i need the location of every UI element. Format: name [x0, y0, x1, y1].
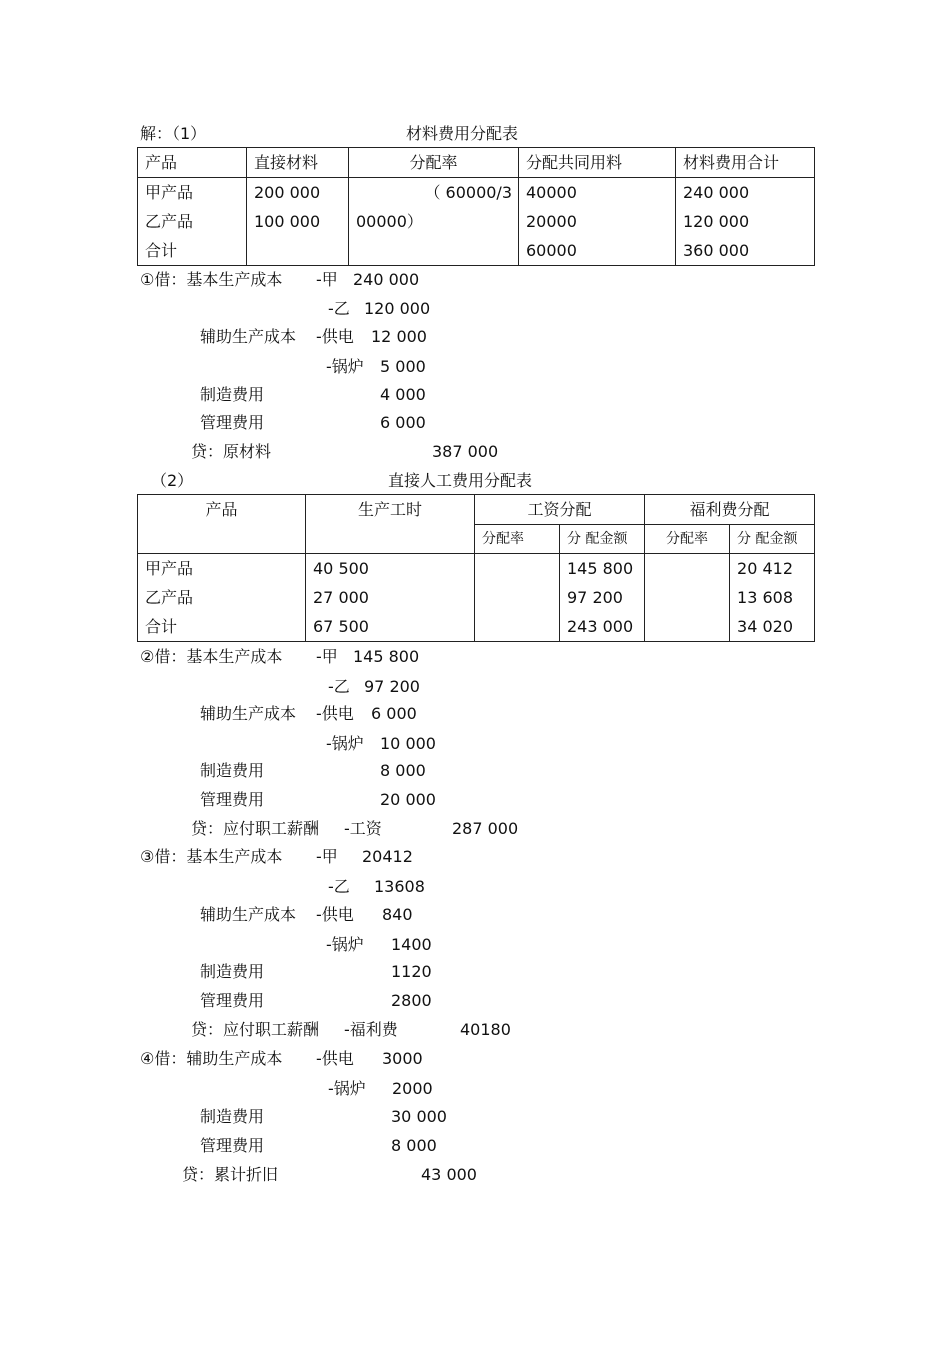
entry1-amount-3: 12 000 — [371, 327, 427, 346]
entry4-amount-3: 30 000 — [391, 1107, 447, 1126]
entry1-account-6: 管理费用 — [200, 413, 265, 432]
cell-value: 13 608 — [737, 588, 793, 607]
welfare-rate-cell — [645, 554, 730, 642]
entry3-amount-1: 20412 — [362, 847, 413, 866]
entry1-credit-amount: 387 000 — [432, 442, 499, 461]
entry4-amount-2: 2000 — [392, 1079, 433, 1098]
part1-table-title: 材料费用分配表 — [406, 124, 519, 143]
cell-value: 40 500 — [313, 559, 369, 578]
header-welfare-rate: 分配率 — [645, 525, 730, 554]
cell-value: 243 000 — [567, 617, 634, 636]
header-welfare: 福利费分配 — [645, 495, 815, 525]
entry4-credit: 贷：累计折旧 — [182, 1165, 279, 1184]
header-hours: 生产工时 — [306, 495, 475, 554]
header-welfare-amount: 分 配金额 — [730, 525, 815, 554]
entry1-account-5: 制造费用 — [200, 385, 265, 404]
cell-value: 97 200 — [567, 588, 623, 607]
entry1-sub-2: -乙 — [328, 299, 350, 318]
entry4-credit-amount: 43 000 — [421, 1165, 477, 1184]
entry3-account-5: 制造费用 — [200, 962, 265, 981]
cell-value: 27 000 — [313, 588, 369, 607]
entry2-sub-3: -供电 — [316, 704, 354, 723]
entry3-sub-1: -甲 — [316, 847, 338, 866]
entry2-sub-2: -乙 — [328, 677, 350, 696]
product-name: 合计 — [145, 241, 178, 260]
entry2-account-5: 制造费用 — [200, 761, 265, 780]
entry2-amount-1: 145 800 — [353, 647, 420, 666]
product-cell — [138, 178, 247, 266]
entry2-account-3: 辅助生产成本 — [200, 704, 297, 723]
wage-rate-cell — [475, 554, 560, 642]
entry3-credit-sub: -福利费 — [344, 1020, 398, 1039]
entry2-account-6: 管理费用 — [200, 790, 265, 809]
entry3-amount-4: 1400 — [391, 935, 432, 954]
entry3-amount-2: 13608 — [374, 877, 425, 896]
entry2-amount-5: 8 000 — [380, 761, 426, 780]
product-cell — [138, 554, 306, 642]
part2-table-title: 直接人工费用分配表 — [388, 471, 533, 490]
cell-value: 120 000 — [683, 212, 750, 231]
allocation-rate-cell — [349, 178, 519, 266]
table-row — [138, 178, 815, 266]
entry4-debit: ④借：辅助生产成本 — [140, 1049, 283, 1068]
entry1-account-3: 辅助生产成本 — [200, 327, 297, 346]
cell-value: 100 000 — [254, 212, 321, 231]
part1-prefix: 解：（1） — [140, 124, 207, 143]
entry1-debit: ①借：基本生产成本 — [140, 270, 283, 289]
hours-cell — [306, 554, 475, 642]
material-total-cell — [676, 178, 815, 266]
entry1-amount-4: 5 000 — [380, 357, 426, 376]
cell-value: 20000 — [526, 212, 577, 231]
entry3-credit: 贷：应付职工薪酬 — [191, 1020, 320, 1039]
entry4-sub-2: -锅炉 — [328, 1079, 366, 1098]
header-product: 产品 — [138, 495, 306, 554]
cell-value: 34 020 — [737, 617, 793, 636]
rate-line-1: （ 60000/3 — [424, 183, 512, 202]
direct-material-cell — [247, 178, 349, 266]
entry3-account-6: 管理费用 — [200, 991, 265, 1010]
header-cell: 产品 — [138, 148, 247, 178]
entry3-debit: ③借：基本生产成本 — [140, 847, 283, 866]
entry3-sub-4: -锅炉 — [326, 935, 364, 954]
header-cell: 材料费用合计 — [676, 148, 815, 178]
table-header-row — [138, 495, 815, 525]
header-cell: 直接材料 — [247, 148, 349, 178]
entry2-credit: 贷：应付职工薪酬 — [191, 819, 320, 838]
entry4-account-4: 管理费用 — [200, 1136, 265, 1155]
entry1-sub-3: -供电 — [316, 327, 354, 346]
header-cell: 分配共同用料 — [519, 148, 676, 178]
product-name: 甲产品 — [145, 183, 194, 202]
header-wage-amount: 分 配金额 — [560, 525, 645, 554]
entry3-account-3: 辅助生产成本 — [200, 905, 297, 924]
entry2-sub-4: -锅炉 — [326, 734, 364, 753]
entry3-sub-3: -供电 — [316, 905, 354, 924]
entry2-credit-amount: 287 000 — [452, 819, 519, 838]
cell-value: 60000 — [526, 241, 577, 260]
entry1-amount-1: 240 000 — [353, 270, 420, 289]
entry4-sub-1: -供电 — [316, 1049, 354, 1068]
product-name: 乙产品 — [145, 588, 194, 607]
entry3-amount-3: 840 — [382, 905, 413, 924]
entry2-debit: ②借：基本生产成本 — [140, 647, 283, 666]
entry2-amount-2: 97 200 — [364, 677, 420, 696]
cell-value: 40000 — [526, 183, 577, 202]
table-header-row — [138, 148, 815, 178]
cell-value: 240 000 — [683, 183, 750, 202]
cell-value: 67 500 — [313, 617, 369, 636]
entry3-amount-6: 2800 — [391, 991, 432, 1010]
cell-value: 200 000 — [254, 183, 321, 202]
material-cost-table — [137, 147, 815, 266]
header-cell: 分配率 — [349, 148, 519, 178]
header-wage: 工资分配 — [475, 495, 645, 525]
entry1-amount-5: 4 000 — [380, 385, 426, 404]
product-name: 甲产品 — [145, 559, 194, 578]
entry2-amount-6: 20 000 — [380, 790, 436, 809]
entry2-amount-3: 6 000 — [371, 704, 417, 723]
wage-amount-cell — [560, 554, 645, 642]
entry2-credit-sub: -工资 — [344, 819, 382, 838]
entry2-amount-4: 10 000 — [380, 734, 436, 753]
product-name: 合计 — [145, 617, 178, 636]
cell-value: 360 000 — [683, 241, 750, 260]
header-wage-rate: 分配率 — [475, 525, 560, 554]
cell-value: 20 412 — [737, 559, 793, 578]
entry1-sub-1: -甲 — [316, 270, 338, 289]
entry4-account-3: 制造费用 — [200, 1107, 265, 1126]
entry1-sub-4: -锅炉 — [326, 357, 364, 376]
rate-line-2: 00000） — [356, 212, 423, 231]
table-row — [138, 554, 815, 642]
entry4-amount-4: 8 000 — [391, 1136, 437, 1155]
entry1-amount-2: 120 000 — [364, 299, 431, 318]
entry3-amount-5: 1120 — [391, 962, 432, 981]
entry4-amount-1: 3000 — [382, 1049, 423, 1068]
shared-material-cell — [519, 178, 676, 266]
welfare-amount-cell — [730, 554, 815, 642]
entry1-amount-6: 6 000 — [380, 413, 426, 432]
entry3-credit-amount: 40180 — [460, 1020, 511, 1039]
cell-value: 145 800 — [567, 559, 634, 578]
entry1-credit: 贷：原材料 — [191, 442, 272, 461]
labor-cost-table — [137, 494, 815, 642]
part2-prefix: （2） — [151, 471, 194, 490]
entry2-sub-1: -甲 — [316, 647, 338, 666]
product-name: 乙产品 — [145, 212, 194, 231]
entry3-sub-2: -乙 — [328, 877, 350, 896]
